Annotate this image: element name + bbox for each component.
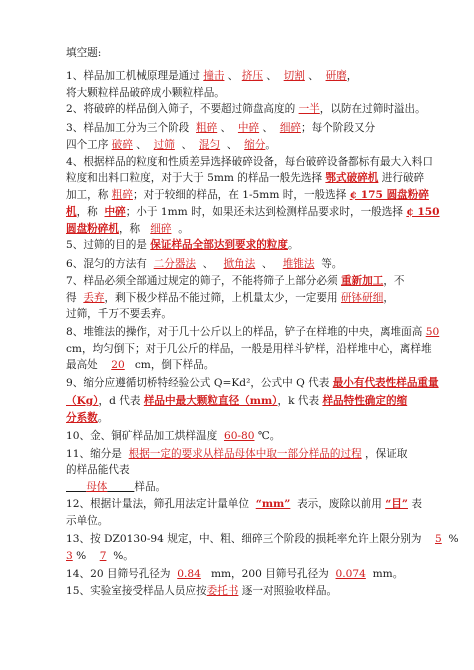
answer-blank: 二分器法 bbox=[153, 258, 197, 270]
answer-blank: ¢ 175 圆盘粉碎 bbox=[349, 189, 429, 201]
answer-blank: 圆盘粉碎机 bbox=[66, 223, 119, 235]
q11-text: ，保证取 bbox=[365, 448, 408, 460]
q13-text: %。 bbox=[113, 550, 134, 562]
question-12-line-2: 示单位。 bbox=[66, 515, 109, 527]
q3-text: 四个工序 bbox=[66, 139, 109, 151]
q7-text: ， bbox=[383, 292, 394, 304]
q4-text: 粒度和出料口粒度，对于大于 5mm 的样品一般先选择 bbox=[66, 172, 323, 184]
q11-text: 11、缩分是 bbox=[66, 448, 122, 460]
q12-text: 表示，废除以前用 bbox=[297, 498, 382, 510]
q14-text: 14、20 目筛号孔径为 bbox=[66, 568, 171, 580]
question-8-line-2: cm，均匀倒下；对于几公斤的样品，一般是用样斗铲样，沿样堆中心，离样堆 bbox=[66, 343, 432, 355]
question-12-line-1 bbox=[66, 497, 422, 511]
q8-text: 最高处 bbox=[66, 359, 98, 371]
q3-text: ；每个阶段又分 bbox=[301, 122, 376, 134]
answer-blank: 7 bbox=[99, 550, 107, 562]
question-8-line-1 bbox=[66, 325, 439, 339]
answer-blank: 最小有代表性样品重量 bbox=[332, 377, 439, 389]
question-11-line-2: 的样品能代表 bbox=[66, 464, 130, 476]
question-14 bbox=[66, 567, 403, 581]
question-11-line-1 bbox=[66, 447, 407, 461]
answer-blank: 中碎 bbox=[237, 122, 260, 134]
answer-blank: 堆锥法 bbox=[282, 258, 315, 270]
q4-text: ；对于较细的样品，在 1-5mm 时，一般选择 bbox=[132, 189, 347, 201]
q9-text: ，d 代表 bbox=[98, 395, 141, 407]
question-9-line-3 bbox=[66, 411, 108, 425]
answer-blank: 掀角法 bbox=[223, 258, 256, 270]
q7-text: ，剩下极少样品不能过筛，上机量太少，一定要用 bbox=[104, 292, 338, 304]
q5-text: 5、过筛的目的是 bbox=[66, 239, 147, 251]
answer-blank: 60-80 bbox=[223, 430, 255, 442]
q4-text: 加工，称 bbox=[66, 189, 109, 201]
answer-blank: 切割 bbox=[283, 70, 305, 82]
answer-blank: 母体 bbox=[86, 481, 108, 493]
q9-text: ，k 代表 bbox=[277, 395, 320, 407]
answer-blank: 重新加工 bbox=[340, 275, 384, 287]
q3-text: 3、样品加工分为三个阶段 bbox=[66, 122, 190, 134]
question-1-line-1: 1、样品加工机械原理是通过 撞击 、 挤压 、 切割 、 研磨， bbox=[66, 70, 358, 82]
answer-blank: ¢ 150 bbox=[406, 206, 440, 218]
question-7-line-2 bbox=[66, 291, 394, 305]
answer-blank: 细碎 bbox=[279, 122, 301, 134]
q13-text: % bbox=[448, 533, 459, 545]
question-11-line-3 bbox=[66, 480, 166, 494]
answer-blank: 委托书 bbox=[206, 585, 239, 597]
answer-blank: 样品中最大颗粒直径（mm） bbox=[143, 395, 278, 407]
answer-blank: 机 bbox=[66, 206, 77, 218]
answer-blank: 挤压 bbox=[241, 70, 263, 82]
q1-text: ， bbox=[346, 70, 358, 82]
q1-text: 1、样品加工机械原理是通过 bbox=[66, 70, 200, 82]
question-4-line-5 bbox=[66, 222, 189, 236]
answer-blank: 研磨 bbox=[325, 70, 347, 82]
q7-text: 得 bbox=[66, 292, 77, 304]
answer-blank: 0.84 bbox=[177, 568, 201, 580]
answer-blank: 丢弃 bbox=[83, 292, 105, 304]
answer-blank: 20 bbox=[111, 359, 125, 371]
answer-blank: 粗碎 bbox=[111, 189, 133, 201]
question-9-line-2 bbox=[66, 394, 407, 408]
question-4-line-3 bbox=[66, 188, 429, 202]
q6-text: 等。 bbox=[321, 258, 343, 270]
q11-text: 样品。 bbox=[134, 481, 167, 493]
q4-text: ，称 bbox=[118, 223, 141, 235]
q8-text: 8、堆锥法的操作，对于几十公斤以上的样品，铲子在样堆的中央，离堆面高 bbox=[66, 326, 423, 338]
answer-blank: 样品特性确定的缩 bbox=[322, 395, 408, 407]
question-3-line-1: 3、样品加工分为三个阶段 粗碎 、 中碎 、 细碎；每个阶段又分 bbox=[66, 122, 376, 134]
question-9-line-1 bbox=[66, 376, 439, 390]
answer-blank: 撞击 bbox=[203, 70, 225, 82]
q4-text: 进行破碎 bbox=[381, 172, 425, 184]
q4-text: ，称 bbox=[76, 206, 98, 218]
answer-blank: “mm” bbox=[255, 498, 291, 510]
answer-blank: 过筛 bbox=[153, 139, 175, 151]
answer-blank: “目” bbox=[385, 498, 408, 510]
q12-text: 12、根据计量法，筛孔用法定计量单位 bbox=[66, 498, 249, 510]
answer-blank: 0.074 bbox=[335, 568, 366, 580]
question-1-line-2: 将大颗粒样品破碎成小颗粒样品。 bbox=[66, 87, 225, 99]
q14-text: mm。 bbox=[372, 568, 404, 580]
answer-blank: 3 bbox=[66, 550, 73, 562]
answer-blank: （Kg） bbox=[66, 395, 99, 407]
question-13-line-2 bbox=[66, 549, 134, 563]
q2-text: 2、将破碎的样品倒入筛子，不要超过筛盘高度的 bbox=[66, 103, 296, 115]
q9-text: 。 bbox=[97, 412, 109, 424]
q15-text: 逐一对照验收样品。 bbox=[241, 585, 338, 597]
answer-blank: 研钵研细 bbox=[340, 292, 384, 304]
q9-text: 9、缩分应遵循切桥特经验公式 Q=Kd²，公式中 Q 代表 bbox=[66, 377, 330, 389]
answer-blank: 根据一定的要求从样品母体中取一部分样品的过程 bbox=[128, 448, 362, 460]
answer-blank: 破碎 bbox=[111, 139, 133, 151]
answer-blank: 混匀 bbox=[198, 139, 221, 151]
question-4-line-1: 4、根据样品的粒度和性质差异选择破碎设备，每台破碎设备都标有最大入料口 bbox=[66, 156, 433, 168]
answer-blank: 鄂式破碎机 bbox=[325, 172, 379, 184]
question-8-line-3 bbox=[66, 358, 214, 372]
answer-blank: 缩分 bbox=[244, 139, 266, 151]
question-4-line-2 bbox=[66, 171, 424, 185]
q10-text: ℃。 bbox=[257, 430, 281, 442]
question-6: 6、混匀的方法有 二分器法 、 掀角法 、 堆锥法 等。 bbox=[66, 258, 343, 270]
q10-text: 10、金、铜矿样品加工烘样温度 bbox=[66, 430, 218, 442]
q7-text: ，不 bbox=[383, 275, 405, 287]
answer-blank: 5 bbox=[435, 533, 442, 545]
q12-text: 表 bbox=[411, 498, 422, 510]
q4-text: 。 bbox=[178, 223, 189, 235]
q8-text: cm，倒下样品。 bbox=[134, 359, 215, 371]
answer-blank: 粗碎 bbox=[196, 122, 218, 134]
q14-text: mm，200 目筛号孔径为 bbox=[210, 568, 329, 580]
q5-text: 。 bbox=[288, 239, 299, 251]
q4-text: ；小于 1mm 时，如果还未达到检测样品要求时，一般选择 bbox=[125, 206, 403, 218]
question-2 bbox=[66, 102, 426, 116]
q13-text: 13、按 DZ0130-94 规定，中、粗、细碎三个阶段的损耗率允许上限分别为 bbox=[66, 533, 422, 545]
question-5 bbox=[66, 238, 299, 252]
page-heading: 填空题: bbox=[66, 47, 102, 59]
question-3-line-2: 四个工序 破碎 、 过筛 、 混匀 、 缩分。 bbox=[66, 139, 276, 151]
q13-text: % bbox=[76, 550, 87, 562]
answer-blank: 50 bbox=[425, 326, 440, 338]
answer-blank: 细碎 bbox=[150, 223, 172, 235]
q3-text: 。 bbox=[265, 139, 276, 151]
answer-blank: 分系数 bbox=[66, 412, 98, 424]
q2-text: ，以防在过筛时溢出。 bbox=[319, 103, 426, 115]
question-13-line-1 bbox=[66, 532, 459, 546]
question-15 bbox=[66, 584, 337, 598]
q15-text: 15、实验室接受样品人员应按 bbox=[66, 585, 207, 597]
question-4-line-4 bbox=[66, 205, 440, 219]
answer-blank: 保证样品全部达到要求的粒度 bbox=[150, 239, 288, 251]
question-10 bbox=[66, 429, 280, 443]
q7-text: 7、样品必须全部通过规定的筛子，不能将筛子上部分必须 bbox=[66, 275, 338, 287]
question-7-line-1 bbox=[66, 274, 405, 288]
answer-blank: 一半 bbox=[298, 103, 320, 115]
question-7-line-3: 过筛，千万不要丢弃。 bbox=[66, 308, 172, 320]
answer-blank: 中碎 bbox=[104, 206, 126, 218]
q6-text: 6、混匀的方法有 bbox=[66, 258, 147, 270]
